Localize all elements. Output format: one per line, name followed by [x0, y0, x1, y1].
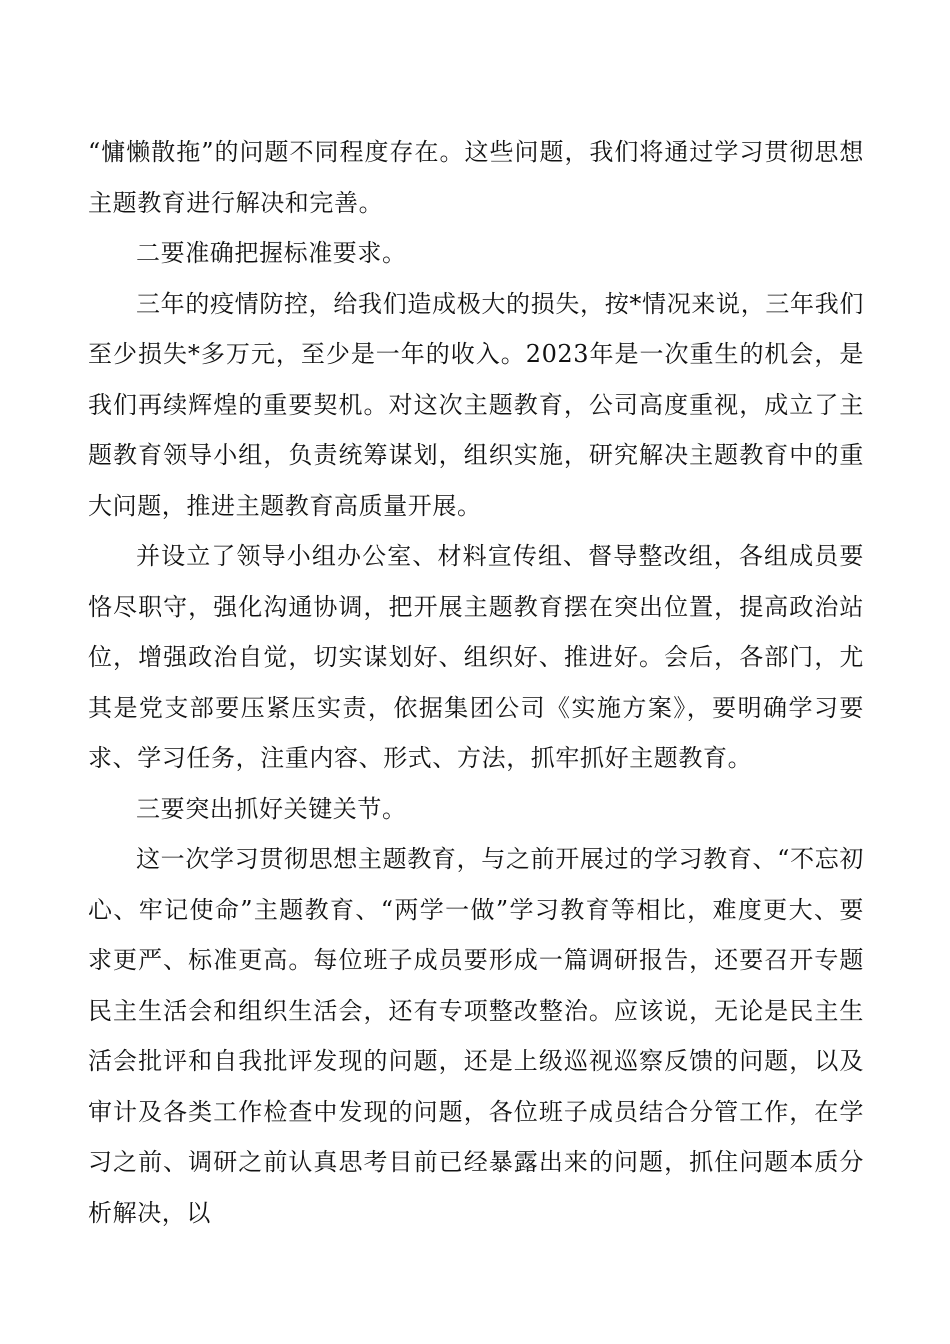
- paragraph-6: 这一次学习贯彻思想主题教育，与之前开展过的学习教育、“不忘初心、牢记使命”主题教育、“两学一做”学习教育等相比，难度更大、要求更严、标准更高。每位班子成员要形成一篇调研报告，还要召开专题民主生活会和组织生活会，还有专项整改整治。应该说，无论是民主生活会批评和自我批评发现的问题，还是上级巡视巡察反馈的问题，以及审计及各类工作检查中发现的问题，各位班子成员结合分管工作，在学习之前、调研之前认真思考目前已经暴露出来的问题，抓住问题本质分析解决，以: [88, 845, 864, 1227]
- document-body: [88, 127, 864, 1238]
- heading-3-key-links: 三要突出抓好关键关节。: [136, 794, 407, 823]
- paragraph-3: 三年的疫情防控，给我们造成极大的损失，按*情况来说，三年我们至少损失*多万元，至少是一年的收入。2023年是一次重生的机会，是我们再续辉煌的重要契机。对这次主题教育，公司高度重视，成立了主题教育领导小组，负责统筹谋划，组织实施，研究解决主题教育中的重大问题，推进主题教育高质量开展。: [88, 289, 864, 520]
- paragraph-1: “慵懒散拖”的问题不同程度存在。这些问题，我们将通过学习贯彻思想主题教育进行解决和完善。: [88, 138, 864, 217]
- paragraph-4: 并设立了领导小组办公室、材料宣传组、督导整改组，各组成员要恪尽职守，强化沟通协调，把开展主题教育摆在突出位置，提高政治站位，增强政治自觉，切实谋划好、组织好、推进好。会后，各部门，尤其是党支部要压紧压实责，依据集团公司《实施方案》，要明确学习要求、学习任务，注重内容、形式、方法，抓牢抓好主题教育。: [88, 542, 864, 772]
- heading-2-standard-requirements: 二要准确把握标准要求。: [136, 239, 407, 267]
